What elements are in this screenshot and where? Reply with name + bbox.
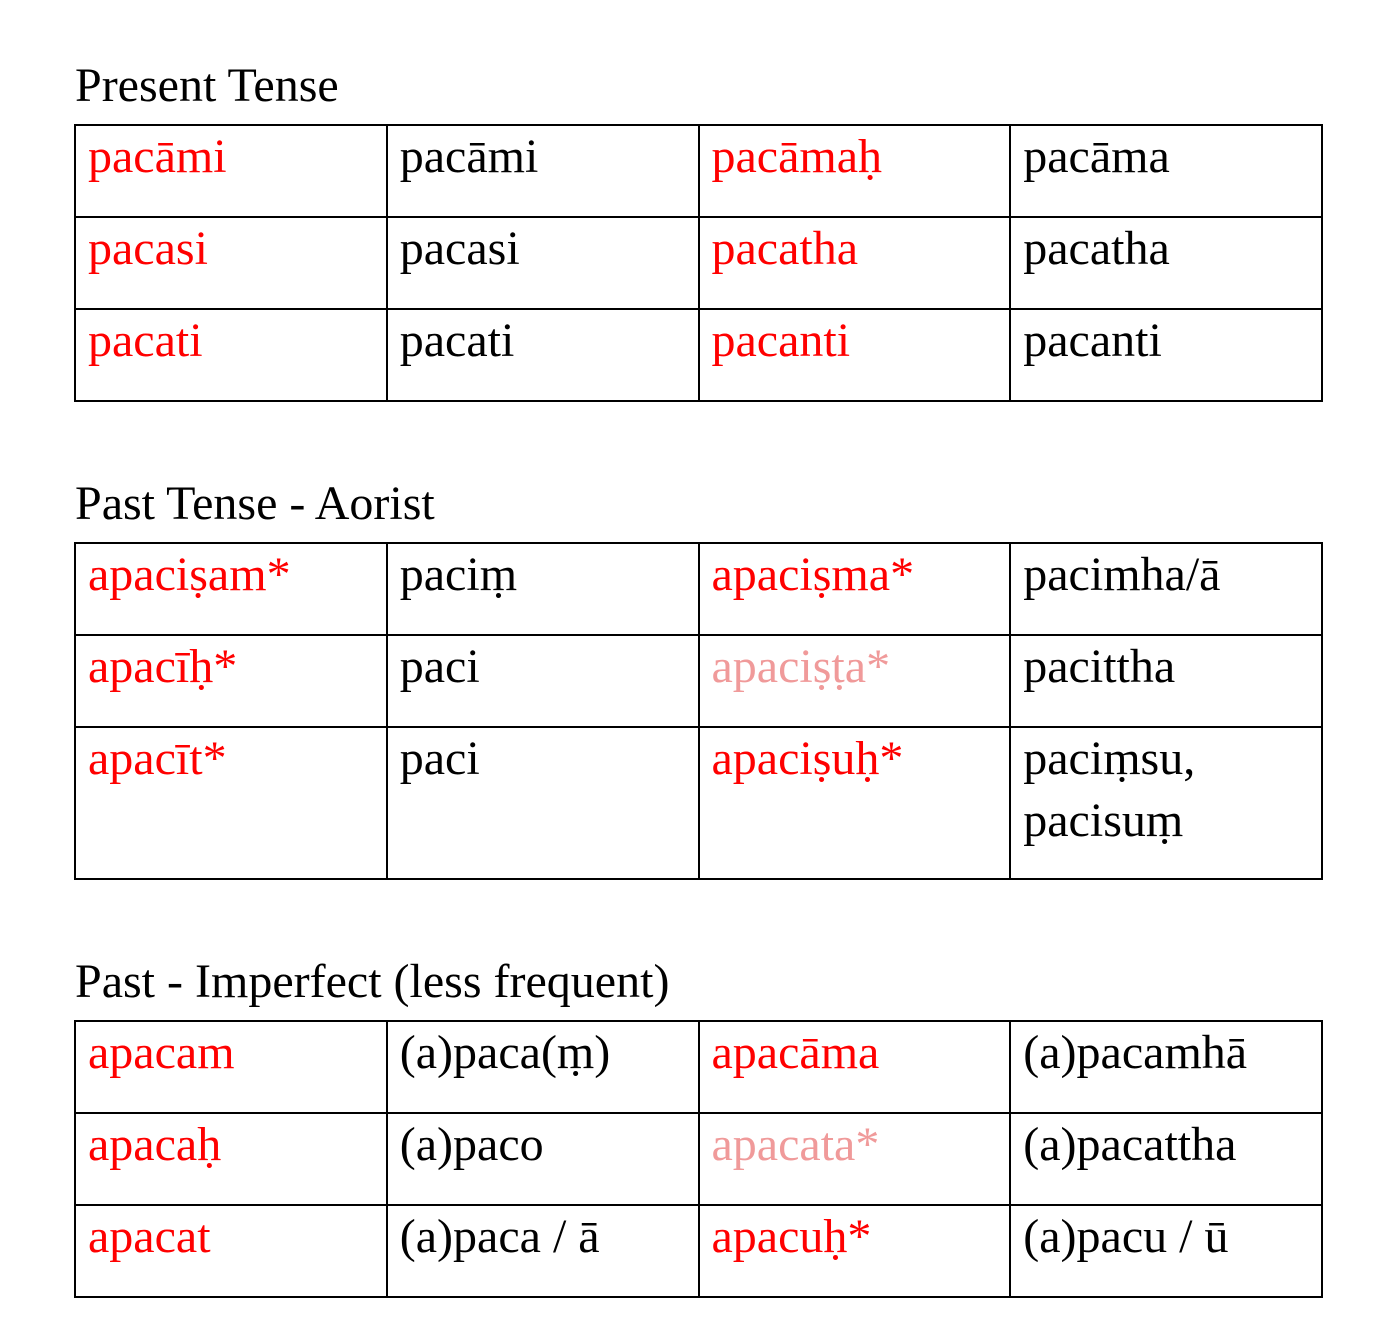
- pali-form: pacati: [387, 309, 699, 401]
- pali-form: (a)pacu / ū: [1010, 1205, 1322, 1297]
- pali-form: pacāma: [1010, 125, 1322, 217]
- sanskrit-form: apacīḥ*: [75, 635, 387, 727]
- pali-form-multiline: [1010, 727, 1322, 879]
- pali-form: pacimha/ā: [1010, 543, 1322, 635]
- imperfect-table: [74, 1020, 1323, 1298]
- pali-form: pacanti: [1010, 309, 1322, 401]
- pali-form: (a)paca / ā: [387, 1205, 699, 1297]
- sanskrit-form: pacāmaḥ: [699, 125, 1011, 217]
- pali-form: (a)pacamhā: [1010, 1021, 1322, 1113]
- table-row: [75, 635, 1322, 727]
- table-row: [75, 125, 1322, 217]
- pali-form: paci: [387, 635, 699, 727]
- sanskrit-form: apaciṣma*: [699, 543, 1011, 635]
- pali-form: pacāmi: [387, 125, 699, 217]
- sanskrit-form: apacīt*: [75, 727, 387, 879]
- sanskrit-form: pacāmi: [75, 125, 387, 217]
- pali-form: paciṃ: [387, 543, 699, 635]
- table-row: [75, 1113, 1322, 1205]
- sanskrit-form: apacaḥ: [75, 1113, 387, 1205]
- sanskrit-form: apacāma: [699, 1021, 1011, 1113]
- sanskrit-form: apacuḥ*: [699, 1205, 1011, 1297]
- table-row: [75, 1021, 1322, 1113]
- sanskrit-form: pacati: [75, 309, 387, 401]
- pali-form: (a)paca(ṃ): [387, 1021, 699, 1113]
- present-tense-table: [74, 124, 1323, 402]
- sanskrit-form: pacasi: [75, 217, 387, 309]
- sanskrit-form: pacatha: [699, 217, 1011, 309]
- sanskrit-form: apacat: [75, 1205, 387, 1297]
- table-row: [75, 309, 1322, 401]
- sanskrit-form: pacanti: [699, 309, 1011, 401]
- table-row: [75, 543, 1322, 635]
- pali-form: pacittha: [1010, 635, 1322, 727]
- pali-form: pacatha: [1010, 217, 1322, 309]
- table-row: [75, 217, 1322, 309]
- table-row: [75, 727, 1322, 879]
- pali-form-line: paciṃsu,: [1023, 732, 1196, 785]
- pali-form: (a)pacattha: [1010, 1113, 1322, 1205]
- sanskrit-form-faint: apacata*: [699, 1113, 1011, 1205]
- pali-form: (a)paco: [387, 1113, 699, 1205]
- sanskrit-form: apacam: [75, 1021, 387, 1113]
- sanskrit-form-faint: apaciṣṭa*: [699, 635, 1011, 727]
- section-title-aorist: Past Tense - Aorist: [75, 477, 435, 530]
- section-title-present: Present Tense: [75, 59, 339, 112]
- sanskrit-form: apaciṣuḥ*: [699, 727, 1011, 879]
- sanskrit-form: apaciṣam*: [75, 543, 387, 635]
- aorist-table: [74, 542, 1323, 880]
- pali-form: paci: [387, 727, 699, 879]
- pali-form: pacasi: [387, 217, 699, 309]
- section-title-imperfect: Past - Imperfect (less frequent): [75, 955, 670, 1008]
- pali-form-line: pacisuṃ: [1023, 794, 1184, 847]
- table-row: [75, 1205, 1322, 1297]
